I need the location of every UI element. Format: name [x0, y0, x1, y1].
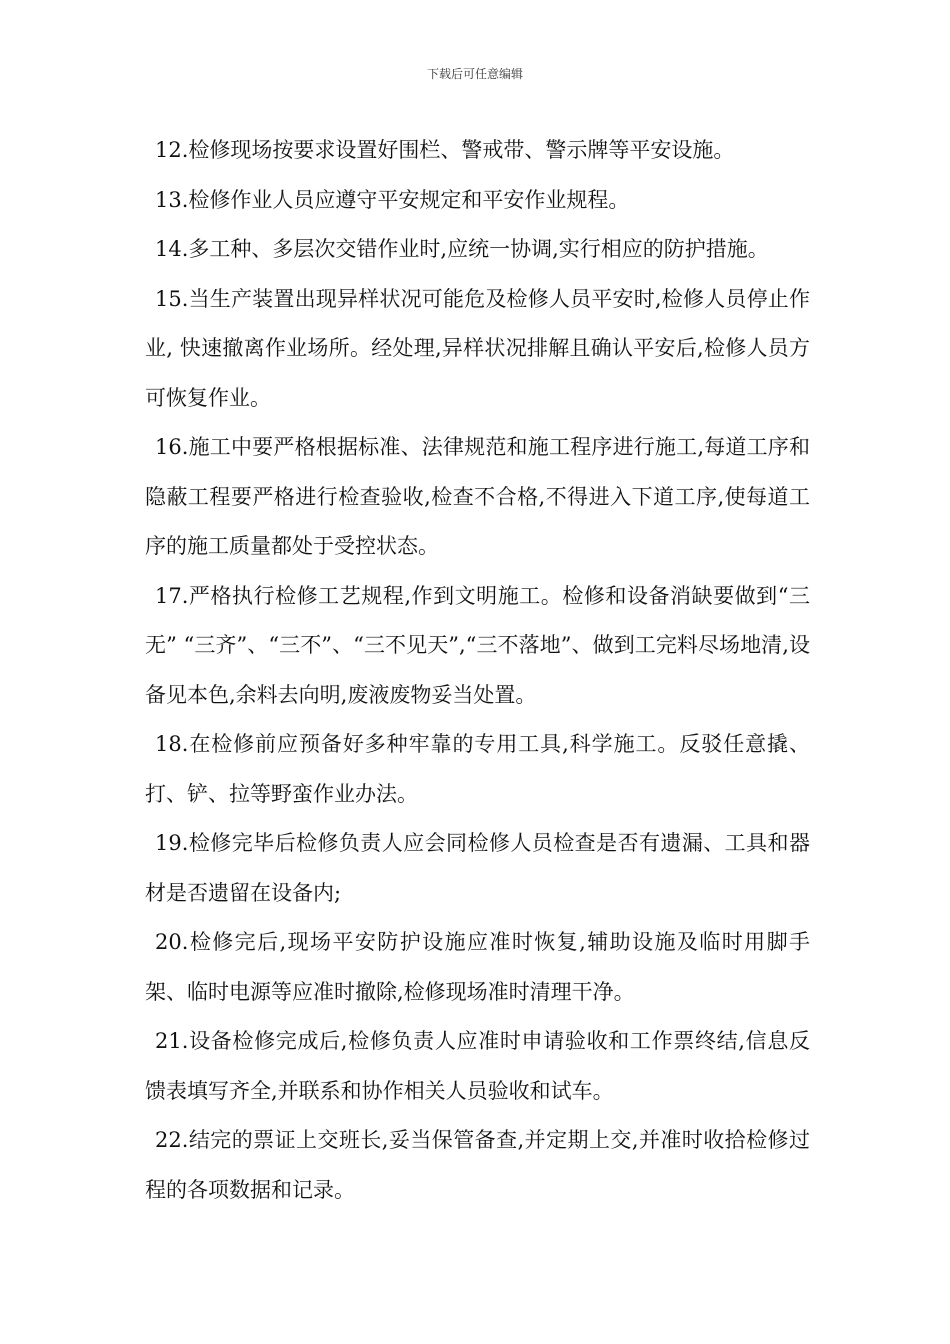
paragraph-item-18: 18.在检修前应预备好多种牢靠的专用工具,科学施工。反驳任意撬、打、铲、拉等野蛮作业办法。 — [145, 732, 810, 806]
paragraph-item-19: 19.检修完毕后检修负责人应会同检修人员检查是否有遗漏、工具和器材是否遗留在设备内; — [145, 831, 810, 905]
paragraph-item-12: 12.检修现场按要求设置好围栏、警戒带、警示牌等平安设施。 — [155, 138, 735, 162]
paragraph-item-13: 13.检修作业人员应遵守平安规定和平安作业规程。 — [155, 187, 630, 212]
paragraph-item-21: 21.设备检修完成后,检修负责人应准时申请验收和工作票终结,信息反馈表填写齐全,并联系和协作相关人员验收和试车。 — [145, 1029, 810, 1103]
paragraph-item-20: 20.检修完后,现场平安防护设施应准时恢复,辅助设施及临时用脚手架、临时电源等应准时撤除,检修现场准时清理干净。 — [145, 930, 810, 1004]
paragraph-item-14: 14.多工种、多层次交错作业时,应统一协调,实行相应的防护措施。 — [155, 237, 769, 261]
document-body — [145, 126, 810, 1215]
paragraph-item-22: 22.结完的票证上交班长,妥当保管备查,并定期上交,并准时收拾检修过程的各项数据和记录。 — [145, 1128, 810, 1202]
page-header: 下载后可任意编辑 — [426, 67, 523, 81]
paragraph-item-16: 16.施工中要严格根据标准、法律规范和施工程序进行施工,每道工序和隐蔽工程要严格进行检查验收,检查不合格,不得进入下道工序,使每道工序的施工质量都处于受控状态。 — [145, 435, 810, 558]
paragraph-item-17: 17.严格执行检修工艺规程,作到文明施工。检修和设备消缺要做到“三无” “三齐”、“三不”、“三不见天”,“三不落地”、做到工完料尽场地清,设备见本色,余料去向明,废液废物妥当处置。 — [145, 583, 810, 707]
paragraph-item-15: 15.当生产装置出现异样状况可能危及检修人员平安时,检修人员停止作业, 快速撤离作业场所。经处理,异样状况排解且确认平安后,检修人员方可恢复作业。 — [145, 286, 810, 410]
